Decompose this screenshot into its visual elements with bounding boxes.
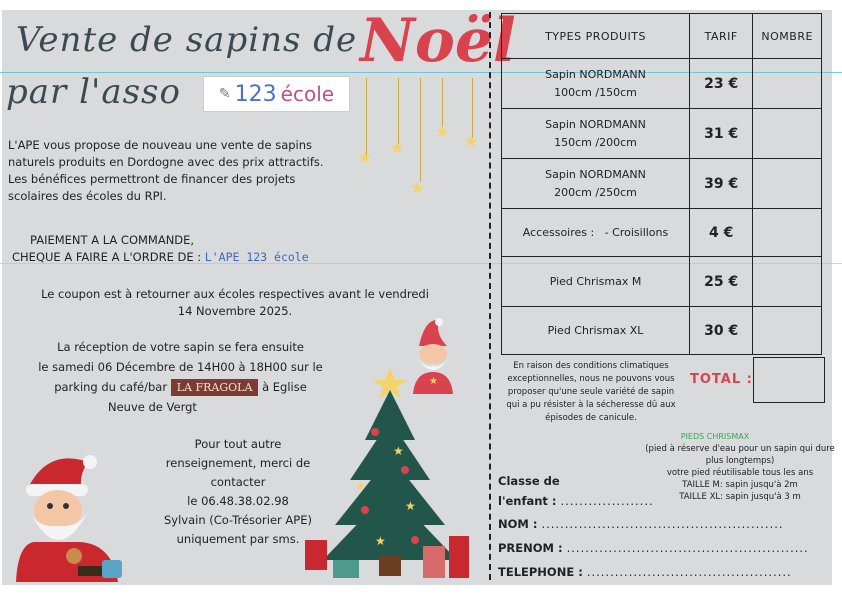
product-price: 30 € xyxy=(690,307,753,355)
product-name: Pied Chrismax M xyxy=(502,257,690,307)
svg-text:★: ★ xyxy=(375,534,386,548)
product-price: 39 € xyxy=(690,159,753,209)
star-icon: ★ xyxy=(435,122,450,141)
table-row xyxy=(502,159,822,209)
svg-text:★: ★ xyxy=(393,444,404,458)
product-name: Accessoires : - Croisillons xyxy=(502,209,690,257)
order-table-header xyxy=(502,14,822,59)
star-string xyxy=(398,78,399,144)
product-price: 4 € xyxy=(690,209,753,257)
prenom-dots: .................................................... xyxy=(566,541,809,555)
quantity-cell[interactable] xyxy=(753,159,822,209)
noel-title: Noël xyxy=(360,6,516,76)
product-name xyxy=(502,109,690,159)
payee-name: L'APE 123 école xyxy=(204,250,309,264)
contact-line6: uniquement par sms. xyxy=(176,532,300,546)
product-name xyxy=(502,159,690,209)
title-line2: par l'asso xyxy=(6,72,181,112)
table-row xyxy=(502,59,822,109)
telephone-dots: ............................................ xyxy=(586,565,792,579)
table-row xyxy=(502,209,822,257)
payment-cheque: CHEQUE A FAIRE A L'ORDRE DE : xyxy=(12,250,202,264)
payment-info xyxy=(12,232,372,266)
header-quantity: NOMBRE xyxy=(753,14,822,59)
product-name-line1: Sapin NORDMANN xyxy=(545,67,646,81)
climate-note: En raison des conditions climatiques exceptionnelles, nous ne pouvons vous proposer qu'une seule variété de sapin qui a pu résister à la sécheresse dû aux épisodes de canicule. xyxy=(506,361,676,423)
nom-dots: .................................................... xyxy=(541,517,784,531)
product-name-line1: Sapin NORDMANN xyxy=(545,117,646,131)
pieds-line4: TAILLE XL: sapin jusqu'à 3 m xyxy=(679,492,801,502)
order-table xyxy=(501,13,822,355)
pieds-heading: PIEDS CHRISMAX xyxy=(680,432,750,441)
enfant-field[interactable] xyxy=(498,494,654,508)
logo-number: 123 xyxy=(234,81,277,107)
star-icon: ★ xyxy=(390,138,405,157)
coupon-deadline: Le coupon est à retourner aux écoles respectives avant le vendredi 14 Novembre 2025. xyxy=(41,287,429,318)
reception-line3b: à Eglise xyxy=(262,380,307,394)
quantity-cell[interactable] xyxy=(753,59,822,109)
reception-line3 xyxy=(8,377,353,397)
contact-person: Sylvain (Co-Trésorier APE) xyxy=(163,513,312,527)
reception-info xyxy=(8,337,353,417)
svg-text:★: ★ xyxy=(429,376,438,387)
quantity-cell[interactable] xyxy=(753,109,822,159)
product-size: 100cm /150cm xyxy=(554,85,637,99)
product-name xyxy=(502,59,690,109)
product-price: 31 € xyxy=(690,109,753,159)
header-products: TYPES PRODUITS xyxy=(502,14,690,59)
svg-text:★: ★ xyxy=(355,479,366,493)
star-string xyxy=(366,78,367,156)
quantity-cell[interactable] xyxy=(753,257,822,307)
star-icon: ★ xyxy=(464,132,479,151)
logo-word: école xyxy=(280,82,335,106)
product-size: 150cm /200cm xyxy=(554,135,637,149)
nom-field[interactable] xyxy=(498,517,784,531)
santa-illustration xyxy=(8,448,136,582)
star-icon: ★ xyxy=(410,178,425,197)
contact-line2: renseignement, merci de xyxy=(165,456,311,470)
svg-text:★: ★ xyxy=(405,499,416,513)
association-logo xyxy=(203,76,350,112)
tear-line xyxy=(489,12,491,580)
pieds-line1: (pied à réserve d'eau pour un sapin qui dure plus longtemps) xyxy=(645,444,835,466)
product-size: 200cm /250cm xyxy=(554,185,637,199)
star-string xyxy=(442,78,443,128)
product-name: Pied Chrismax XL xyxy=(502,307,690,355)
star-string xyxy=(420,78,421,182)
table-row xyxy=(502,257,822,307)
contact-line3: contacter xyxy=(210,475,266,489)
prenom-field[interactable] xyxy=(498,541,809,555)
reception-line4: Neuve de Vergt xyxy=(108,400,197,414)
total-field[interactable] xyxy=(753,357,825,403)
telephone-label: TELEPHONE : xyxy=(498,565,583,579)
prenom-label: PRENOM : xyxy=(498,541,563,555)
total-label: TOTAL : xyxy=(690,372,753,387)
product-price: 23 € xyxy=(690,59,753,109)
reception-line2: le samedi 06 Décembre de 14H00 à 18H00 sur le xyxy=(38,360,323,374)
star-icon: ★ xyxy=(358,148,373,167)
quantity-cell[interactable] xyxy=(753,307,822,355)
reception-line3a: parking du café/bar xyxy=(54,380,168,394)
table-row xyxy=(502,109,822,159)
reception-line1: La réception de votre sapin se fera ensuite xyxy=(57,340,304,354)
intro-text: L'APE vous propose de nouveau une vente de sapins naturels produits en Dordogne avec des prix attractifs. Les bénéfices permettront de financer des projets scolaires des écoles du RPI. xyxy=(8,138,324,203)
quantity-cell[interactable] xyxy=(753,209,822,257)
pieds-line2: votre pied réutilisable tous les ans xyxy=(666,468,814,478)
venue-logo: LA FRAGOLA xyxy=(171,379,259,396)
payment-line1: PAIEMENT A LA COMMANDE, xyxy=(30,233,195,247)
star-string xyxy=(472,78,473,138)
enfant-label: l'enfant : xyxy=(498,494,557,508)
classe-label: Classe de xyxy=(498,474,560,488)
gnome-illustration xyxy=(405,316,460,394)
contact-phone: le 06.48.38.02.98 xyxy=(187,494,289,508)
pieds-line3: TAILLE M: sapin jusqu'à 2m xyxy=(682,480,798,490)
contact-line1: Pour tout autre xyxy=(194,437,282,451)
table-row xyxy=(502,307,822,355)
payment-line2 xyxy=(12,249,372,266)
pieds-info xyxy=(640,443,840,503)
header-price: TARIF xyxy=(690,14,753,59)
product-name-line1: Sapin NORDMANN xyxy=(545,167,646,181)
product-price: 25 € xyxy=(690,257,753,307)
telephone-field[interactable] xyxy=(498,565,792,579)
title-line1: Vente de sapins de xyxy=(16,20,358,60)
enfant-dots: .................... xyxy=(560,494,654,508)
pencil-icon: ✎ xyxy=(218,86,231,102)
nom-label: NOM : xyxy=(498,517,538,531)
